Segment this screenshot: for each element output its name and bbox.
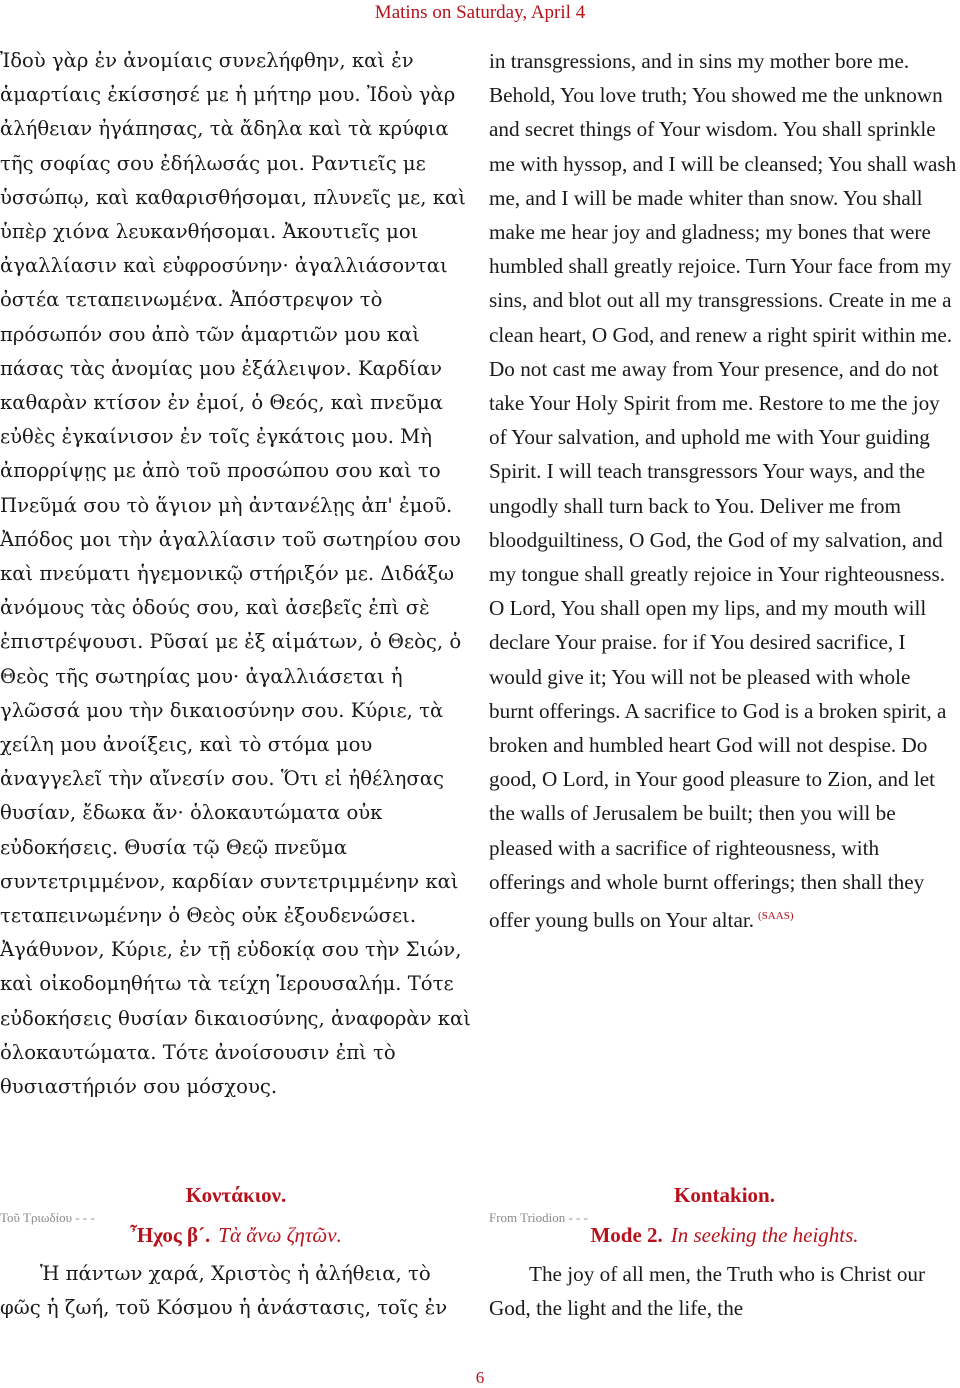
page-number: 6 xyxy=(475,1368,485,1387)
page-header: Matins on Saturday, April 4 xyxy=(374,2,586,23)
english-mode: Mode 2. xyxy=(590,1223,663,1247)
greek-mode: Ἦχος β´. xyxy=(130,1223,211,1247)
english-mode-line xyxy=(489,1223,960,1248)
greek-psalm-text: Ἰδοὺ γὰρ ἐν ἀνομίαις συνελήφθην, καὶ ἐν ἁμαρτίαις ἐκίσσησέ με ἡ μήτηρ μου. Ἰδοὺ γὰρ ἀλήθειαν ἠγάπησας, τὰ ἄδηλα καὶ τὰ κρύφια τῆς σοφίας σου ἐδήλωσάς μοι. Ραντιεῖς με ὑσσώπῳ, καὶ καθαρισθήσομαι, πλυνεῖς με, καὶ ὑπὲρ χιόνα λευκανθήσομαι. Ἀκουτιεῖς μοι ἀγαλλίασιν καὶ εὐφροσύνην· ἀγαλλιάσονται ὀστέα τεταπεινωμένα. Ἀπόστρεψον τὸ πρόσωπόν σου ἀπὸ τῶν ἁμαρτιῶν μου καὶ πάσας τὰς ἀνομίας μου ἐξάλειψον. Καρδίαν καθαρὰν κτίσον ἐν ἐμοί, ὁ Θεός, καὶ πνεῦμα εὐθὲς ἐγκαίνισον ἐν τοῖς ἐγκάτοις μου. Μὴ ἀπορρίψῃς με ἀπὸ τοῦ προσώπου σου καὶ το Πνεῦμά σου τὸ ἅγιον μὴ ἀντανέλῃς ἀπ' ἐμοῦ. Ἀπόδος μοι τὴν ἀγαλλίασιν τοῦ σωτηρίου σου καὶ πνεύματι ἡγεμονικῷ στήριξόν με. Διδάξω ἀνόμους τὰς ὁδούς σου, καὶ ἀσεβεῖς ἐπὶ σὲ ἐπιστρέψουσι. Ρῦσαί με ἐξ αἱμάτων, ὁ Θεὸς, ὁ Θεὸς τῆς σωτηρίας μου· ἀγαλλιάσεται ἡ γλῶσσά μου τὴν δικαιοσύνην σου. Κύριε, τὰ χείλη μου ἀνοίξεις, καὶ τὸ στόμα μου ἀναγγελεῖ τὴν αἴνεσίν σου. Ὅτι εἰ ἠθέλησας θυσίαν, ἔδωκα ἄν· ὁλοκαυτώματα οὐκ εὐδοκήσεις. Θυσία τῷ Θεῷ πνεῦμα συντετριμμένον, καρδίαν συντετριμμένην καὶ τεταπεινωμένην ὁ Θεὸς οὐκ ἐξουδενώσει. Ἀγάθυνον, Κύριε, ἐν τῇ εὐδοκίᾳ σου τὴν Σιών, καὶ οἰκοδομηθήτω τὰ τείχη Ἱερουσαλήμ. Τότε εὐδοκήσεις θυσίαν δικαιοσύνης, ἀναφορὰν καὶ ὁλοκαυτώματα. Τότε ἀνοίσουσιν ἐπὶ τὸ θυσιαστήριόν σου μόσχους. xyxy=(0,49,471,1099)
greek-kontakion-title: Κοντάκιον. xyxy=(185,1183,287,1207)
english-melody: In seeking the heights. xyxy=(670,1223,859,1247)
english-kontakion-hymn: The joy of all men, the Truth who is Christ our God, the light and the life, the xyxy=(489,1262,926,1320)
english-psalm-text xyxy=(489,44,960,937)
greek-source-label: Τοῦ Τριωδίου - - - xyxy=(0,1210,95,1225)
english-source-label: From Triodion - - - xyxy=(489,1210,588,1225)
english-column xyxy=(489,44,960,937)
scripture-source-ref: (SAAS) xyxy=(758,910,794,923)
english-psalm-body: in transgressions, and in sins my mother bore me. Behold, You love truth; You showed me the unknown and secret things of Your wisdom. You shall sprinkle me with hyssop, and I will be cleansed; You shall wash me, and I will be made whiter than snow. You shall make me hear joy and gladness; my bones that were humbled shall greatly rejoice. Turn Your face from my sins, and blot out all my transgressions. Create in me a clean heart, O God, and renew a right spirit within me. Do not cast me away from Your presence, and do not take Your Holy Spirit from me. Restore to me the joy of Your salvation, and uphold me with Your guiding Spirit. I will teach transgressors Your ways, and the ungodly shall turn back to You. Deliver me from bloodguiltiness, O God, the God of my salvation, and my tongue shall greatly rejoice in Your righteousness. O Lord, You shall open my lips, and my mouth will declare Your praise. for if You desired sacrifice, I would give it; You will not be pleased with whole burnt offerings. A sacrifice to God is a broken spirit, a broken and humbled heart God will not despise. Do good, O Lord, in Your good pleasure to Zion, and let the walls of Jerusalem be built; then you will be pleased with a sacrifice of righteousness, with offerings and whole burnt offerings; then shall they offer young bulls on Your altar. xyxy=(489,49,957,933)
greek-mode-line xyxy=(0,1223,472,1248)
english-kontakion-title: Kontakion. xyxy=(674,1183,775,1207)
greek-melody: Τὰ ἄνω ζητῶν. xyxy=(218,1223,342,1247)
greek-kontakion-hymn: Ἡ πάντων χαρά, Χριστὸς ἡ ἀλήθεια, τὸ φῶς ἡ ζωή, τοῦ Κόσμου ἡ ἀνάστασις, τοῖς ἐν xyxy=(0,1262,448,1319)
greek-column xyxy=(0,44,472,1104)
